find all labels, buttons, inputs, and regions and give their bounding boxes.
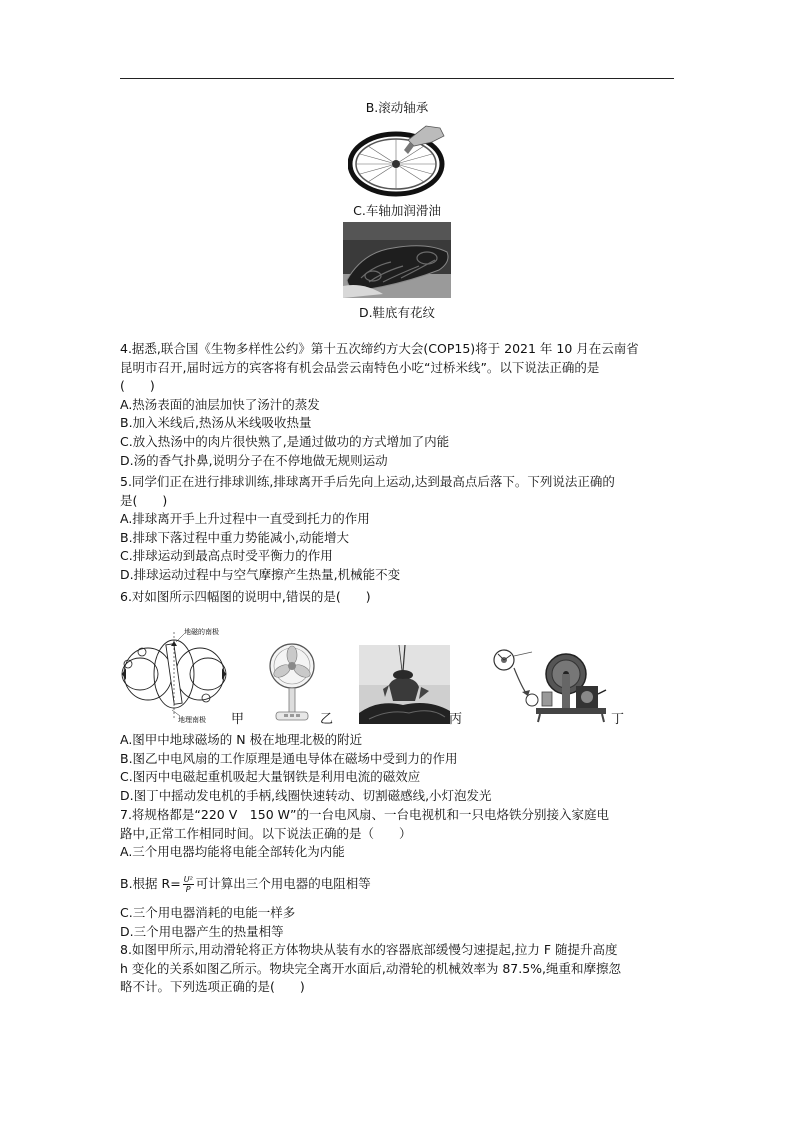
q7-option-c: C.三个用电器消耗的电能一样多	[120, 905, 296, 920]
question-4	[120, 340, 680, 470]
figure-label-bing: 丙	[449, 712, 463, 727]
q4-option-c: C.放入热汤中的肉片很快熟了,是通过做功的方式增加了内能	[120, 433, 450, 449]
q8-stem-line3: 略不计。下列选项正确的是( )	[120, 979, 305, 995]
question-8	[120, 941, 680, 997]
q7-option-b-suffix: 可计算出三个用电器的电阻相等	[195, 876, 371, 891]
figure-label-yi: 乙	[320, 712, 334, 727]
q4-stem-line1: 4.据悉,联合国《生物多样性公约》第十五次缔约方大会(COP15)将于 2021 年 10 月在云南省	[120, 341, 639, 356]
q8-stem-line2: h 变化的关系如图乙所示。物块完全离开水面后,动滑轮的机械效率为 87.5%,绳重和摩擦忽	[120, 960, 622, 976]
q4-option-d: D.汤的香气扑鼻,说明分子在不停地做无规则运动	[120, 452, 388, 468]
bicycle-wheel-image	[348, 120, 448, 198]
q6-option-b: B.图乙中电风扇的工作原理是通电导体在磁场中受到力的作用	[120, 750, 458, 766]
earth-magnetic-field-figure	[118, 624, 230, 724]
electromagnetic-crane-figure	[359, 645, 450, 724]
q6-option-d: D.图丁中摇动发电机的手柄,线圈快速转动、切割磁感线,小灯泡发光	[120, 787, 492, 803]
q7-stem-line2: 路中,正常工作相同时间。以下说法正确的是（ ）	[120, 825, 412, 841]
q7-option-d: D.三个用电器产生的热量相等	[120, 923, 284, 939]
q4-option-a: A.热汤表面的油层加快了汤汁的蒸发	[120, 396, 320, 412]
q6-option-c: C.图丙中电磁起重机吸起大量钢铁是利用电流的磁效应	[120, 769, 421, 785]
formula-denominator: P	[185, 885, 191, 894]
geo-pole-label: 地理南极	[178, 716, 206, 724]
q5-stem-line2: 是( )	[120, 492, 168, 508]
q5-stem-line1: 5.同学们正在进行排球训练,排球离开手后先向上运动,达到最高点后落下。下列说法正确的	[120, 474, 615, 489]
question-6-stem	[120, 588, 680, 607]
q4-stem-line2: 昆明市召开,届时远方的宾客将有机会品尝云南特色小吃“过桥米线”。以下说法正确的是	[120, 359, 600, 375]
resistance-formula	[183, 875, 194, 894]
figure-label-ding: 丁	[611, 712, 625, 727]
electric-fan-figure	[262, 640, 320, 724]
q7-option-a: A.三个用电器均能将电能全部转化为内能	[120, 844, 345, 860]
caption-b: B.滚动轴承	[365, 100, 429, 115]
q6-option-a: A.图甲中地球磁场的 N 极在地理北极的附近	[120, 732, 363, 747]
hand-crank-generator-figure	[492, 646, 610, 724]
q7-stem-line1: 7.将规格都是“220 V 150 W”的一台电风扇、一台电视机和一只电烙铁分别接入家庭电	[120, 807, 609, 822]
caption-d: D.鞋底有花纹	[358, 305, 436, 320]
q4-answer-paren: ( )	[120, 378, 155, 394]
question-7	[120, 806, 680, 862]
q5-option-d: D.排球运动过程中与空气摩擦产生热量,机械能不变	[120, 566, 401, 582]
caption-c: C.车轴加润滑油	[353, 203, 441, 218]
q4-option-b: B.加入米线后,热汤从米线吸收热量	[120, 415, 312, 431]
q7-option-b	[120, 872, 680, 896]
q5-option-c: C.排球运动到最高点时受平衡力的作用	[120, 548, 333, 564]
figure-label-jia: 甲	[231, 712, 245, 727]
question-6-options	[120, 731, 680, 805]
q7-option-b-prefix: B.根据 R=	[120, 876, 181, 891]
question-5	[120, 473, 680, 585]
formula-numerator: U²	[183, 875, 193, 884]
q5-option-a: A.排球离开手上升过程中一直受到托力的作用	[120, 511, 370, 527]
header-rule	[120, 78, 674, 79]
q8-stem-line1: 8.如图甲所示,用动滑轮将正方体物块从装有水的容器底部缓慢匀速提起,拉力 F 随提升高度	[120, 942, 618, 957]
geo-south-label: 地磁的南极	[184, 628, 219, 636]
shoe-sole-image	[343, 222, 451, 298]
question-7-rest	[120, 904, 680, 941]
q5-option-b: B.排球下落过程中重力势能减小,动能增大	[120, 529, 350, 545]
q6-stem: 6.对如图所示四幅图的说明中,错误的是( )	[120, 589, 371, 604]
